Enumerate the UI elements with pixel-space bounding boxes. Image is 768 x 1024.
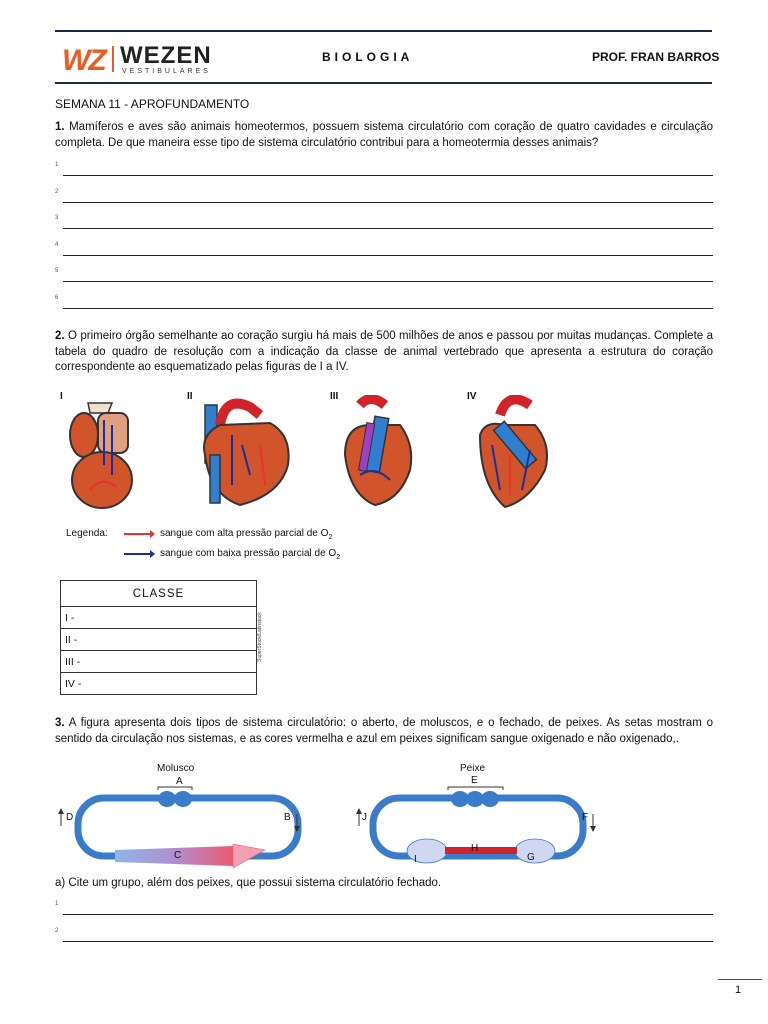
label-h: H (471, 843, 479, 854)
fish-title: Peixe (460, 763, 486, 774)
class-table-row[interactable]: II - (61, 629, 257, 651)
logo-subtitle: VESTIBULARES (122, 68, 211, 75)
heart-ii-drawing (204, 404, 289, 505)
label-d: D (66, 812, 74, 823)
mollusc-title: Molusco (157, 763, 195, 774)
heart-iii-drawing (345, 399, 411, 505)
label-a: A (176, 776, 183, 787)
legend-high-pressure: sangue com alta pressão parcial de $O_2$ (160, 528, 333, 541)
answer-line-rule (63, 255, 713, 256)
logo-mark: WZ (62, 44, 105, 77)
answer-line-rule (63, 175, 713, 176)
question-3 (55, 716, 713, 747)
question-2-number: 2. (55, 330, 65, 342)
answer-line[interactable] (55, 188, 713, 203)
logo-name: WEZEN (120, 42, 212, 69)
answer-line[interactable] (55, 215, 713, 229)
class-table-row[interactable]: IV - (61, 673, 257, 695)
logo-separator (112, 46, 114, 72)
label-f: F (582, 812, 589, 823)
label-b: B (284, 812, 291, 823)
heart-label-iv: IV (467, 391, 477, 402)
legend-low-pressure: sangue com baixa pressão parcial de $O_2$ (160, 548, 341, 561)
page-number-rule (718, 979, 762, 980)
question-3a: a) Cite um grupo, além dos peixes, que possui sistema circulatório fechado. (55, 877, 442, 889)
heart-i-drawing (70, 403, 132, 508)
label-c: C (174, 850, 182, 861)
question-1 (55, 120, 713, 151)
answer-line-number: 2 (55, 927, 59, 934)
answer-line[interactable] (55, 162, 713, 176)
week-title: SEMANA 11 - APROFUNDAMENTO (55, 97, 250, 111)
image-credit: SuperStock/Latinstock (257, 612, 263, 662)
question-2-text: O primeiro órgão semelhante ao coração surgiu há mais de 500 milhões de anos e passou por muitas mudanças. Complete a tabela do quadro de resolução com a indicação da classe de animal vertebrado que apresenta a estrutura do coração correspondente ao esquematizado pelas figuras de I a IV. (55, 330, 713, 373)
wezen-logo (62, 44, 232, 76)
answer-line[interactable] (55, 294, 713, 309)
page-number: 1 (735, 984, 742, 996)
answer-line[interactable] (55, 927, 713, 942)
answer-line-rule (63, 941, 713, 942)
question-3-text: A figura apresenta dois tipos de sistema circulatório: o aberto, de moluscos, e o fechado, de peixes. As setas mostram o sentido da circulação nos sistemas, e as cores vermelha e azul em peixes significam sangue oxigenado e não oxigenado,. (55, 717, 713, 745)
class-table-header: CLASSE (61, 581, 257, 607)
heart-label-iii: III (330, 391, 339, 402)
header-bottom-rule (55, 82, 712, 84)
question-1-number: 1. (55, 121, 65, 133)
heart-label-i: I (60, 391, 63, 402)
subject-title: BIOLOGIA (322, 50, 414, 64)
teacher-name: PROF. FRAN BARROS (592, 50, 720, 64)
question-1-text: Mamíferos e aves são animais homeotermos, possuem sistema circulatório com coração de quatro cavidades e circulação completa. De que maneira esse tipo de sistema circulatório contribui para a homeotermia desses animais? (55, 121, 713, 149)
heart-iv-drawing (480, 399, 547, 507)
answer-line-rule (63, 202, 713, 203)
hearts-illustration (60, 395, 550, 515)
answer-line-rule (63, 281, 713, 282)
legend-arrows (122, 527, 156, 563)
class-table-row[interactable]: III - (61, 651, 257, 673)
answer-line-number: 4 (55, 241, 59, 248)
answer-line-number: 6 (55, 294, 59, 301)
label-i: I (414, 854, 417, 865)
legend-title: Legenda: (66, 528, 108, 539)
answer-line-number: 5 (55, 268, 59, 274)
label-g: G (527, 852, 535, 863)
answer-line-number: 3 (55, 215, 59, 221)
heart-label-ii: II (187, 391, 193, 402)
class-table (60, 580, 257, 695)
question-2 (55, 329, 713, 376)
answer-line[interactable] (55, 241, 713, 256)
answer-line[interactable] (55, 268, 713, 282)
answer-line-rule (63, 914, 713, 915)
question-3-number: 3. (55, 717, 65, 729)
answer-line-number: 1 (55, 901, 59, 907)
answer-line-rule (63, 308, 713, 309)
header-top-rule (55, 30, 712, 32)
label-j: J (362, 812, 367, 823)
answer-line-number: 1 (55, 162, 59, 168)
label-e: E (471, 775, 478, 786)
class-table-row[interactable]: I - (61, 607, 257, 629)
answer-line-rule (63, 228, 713, 229)
answer-line[interactable] (55, 901, 713, 915)
answer-line-number: 2 (55, 188, 59, 195)
